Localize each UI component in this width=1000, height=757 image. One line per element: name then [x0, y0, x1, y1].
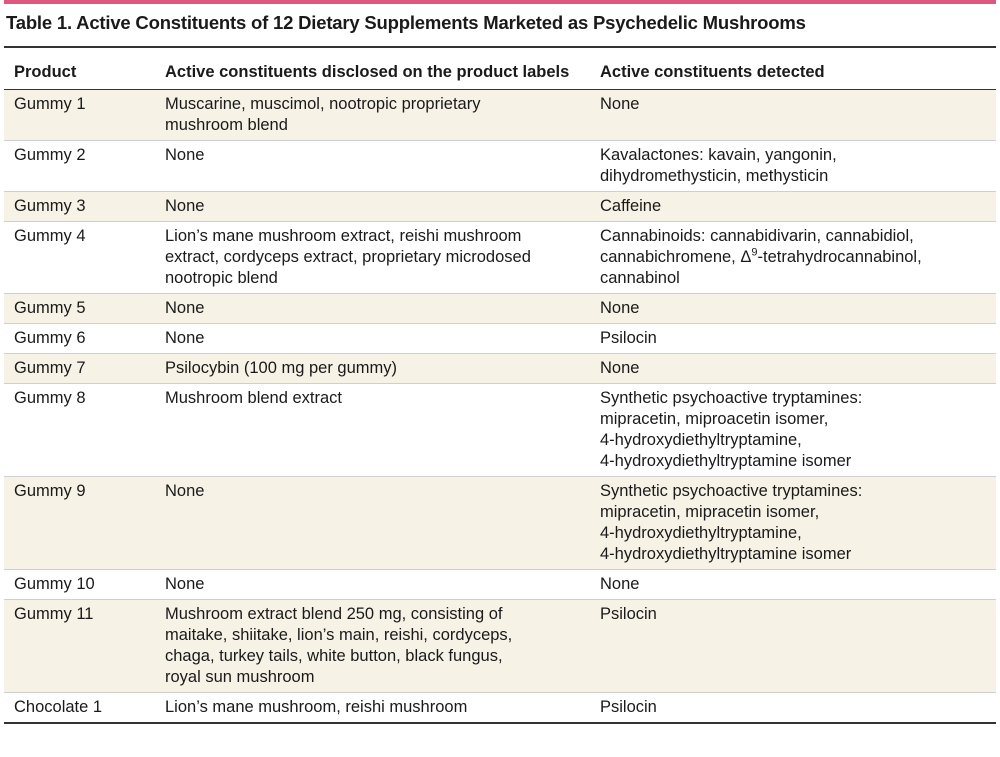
- table-row: [4, 192, 996, 222]
- cell-line: Cannabinoids: cannabidivarin, cannabidiol,: [600, 227, 914, 245]
- cell-line: mipracetin, miproacetin isomer,: [600, 410, 829, 428]
- cell-line: mushroom blend: [165, 116, 288, 134]
- disclosed-cell: [155, 693, 590, 724]
- cell-line: 4-hydroxydiethyltryptamine,: [600, 431, 802, 449]
- cell-line: Mushroom blend extract: [165, 389, 342, 407]
- cell-line: nootropic blend: [165, 269, 278, 287]
- table-title: Table 1. Active Constituents of 12 Dietary Supplements Marketed as Psychedelic Mushrooms: [6, 12, 806, 33]
- cell-line: None: [165, 329, 205, 347]
- column-header-product: Product: [14, 63, 77, 81]
- disclosed-cell: [155, 222, 590, 294]
- table-row: [4, 477, 996, 570]
- cell-line: mipracetin, mipracetin isomer,: [600, 503, 820, 521]
- disclosed-cell: [155, 192, 590, 222]
- cell-line: [600, 247, 986, 268]
- cell-line: Psilocin: [600, 329, 657, 347]
- table-row: [4, 222, 996, 294]
- detected-cell: [590, 384, 996, 477]
- cell-line: Caffeine: [600, 197, 662, 215]
- detected-cell: [590, 600, 996, 693]
- header-row: [4, 47, 996, 90]
- cell-line: Lion’s mane mushroom, reishi mushroom: [165, 698, 468, 716]
- cell-line: Muscarine, muscimol, nootropic proprietary: [165, 95, 481, 113]
- cell-line: None: [165, 299, 205, 317]
- table-row: [4, 570, 996, 600]
- disclosed-cell: [155, 294, 590, 324]
- product-cell: Gummy 8: [14, 389, 86, 407]
- table-body: [4, 90, 996, 724]
- table-header: [4, 47, 996, 90]
- table-row: [4, 141, 996, 192]
- cell-line: None: [165, 197, 205, 215]
- cell-text: -tetrahydrocannabinol,: [757, 248, 922, 266]
- cell-line: Synthetic psychoactive tryptamines:: [600, 389, 863, 407]
- cell-line: chaga, turkey tails, white button, black fungus,: [165, 647, 503, 665]
- cell-line: Psilocin: [600, 698, 657, 716]
- column-header-detected: Active constituents detected: [600, 63, 825, 81]
- product-cell: Gummy 1: [14, 95, 86, 113]
- table-row: [4, 354, 996, 384]
- disclosed-cell: [155, 384, 590, 477]
- cell-line: Lion’s mane mushroom extract, reishi mushroom: [165, 227, 522, 245]
- cell-line: 4-hydroxydiethyltryptamine isomer: [600, 452, 852, 470]
- disclosed-cell: [155, 600, 590, 693]
- cell-line: 4-hydroxydiethyltryptamine,: [600, 524, 802, 542]
- table-container: [4, 46, 996, 724]
- product-cell: Gummy 9: [14, 482, 86, 500]
- detected-cell: [590, 141, 996, 192]
- product-cell: Gummy 10: [14, 575, 95, 593]
- cell-line: None: [600, 95, 640, 113]
- detected-cell: [590, 90, 996, 141]
- cell-line: 4-hydroxydiethyltryptamine isomer: [600, 545, 852, 563]
- cell-line: None: [600, 299, 640, 317]
- disclosed-cell: [155, 141, 590, 192]
- cell-line: extract, cordyceps extract, proprietary microdosed: [165, 248, 531, 266]
- cell-line: None: [600, 359, 640, 377]
- accent-top-rule: [4, 0, 996, 4]
- disclosed-cell: [155, 90, 590, 141]
- cell-line: royal sun mushroom: [165, 668, 315, 686]
- table-row: [4, 600, 996, 693]
- disclosed-cell: [155, 477, 590, 570]
- detected-cell: [590, 222, 996, 294]
- product-cell: Gummy 4: [14, 227, 86, 245]
- product-cell: Gummy 2: [14, 146, 86, 164]
- table-row: [4, 294, 996, 324]
- detected-cell: [590, 570, 996, 600]
- cell-line: None: [600, 575, 640, 593]
- cell-line: None: [165, 146, 205, 164]
- table-row: [4, 693, 996, 724]
- product-cell: Chocolate 1: [14, 698, 103, 716]
- cell-text: cannabichromene, Δ: [600, 248, 752, 266]
- cell-line: Synthetic psychoactive tryptamines:: [600, 482, 863, 500]
- detected-cell: [590, 192, 996, 222]
- detected-cell: [590, 693, 996, 724]
- supplements-table: [4, 46, 996, 724]
- column-header-disclosed: Active constituents disclosed on the product labels: [165, 63, 570, 81]
- table-row: [4, 324, 996, 354]
- table-row: [4, 90, 996, 141]
- cell-line: cannabinol: [600, 269, 680, 287]
- cell-line: Psilocin: [600, 605, 657, 623]
- cell-line: dihydromethysticin, methysticin: [600, 167, 829, 185]
- detected-cell: [590, 354, 996, 384]
- detected-cell: [590, 324, 996, 354]
- cell-line: Psilocybin (100 mg per gummy): [165, 359, 397, 377]
- cell-line: Mushroom extract blend 250 mg, consisting of: [165, 605, 503, 623]
- product-cell: Gummy 7: [14, 359, 86, 377]
- superscript: 9: [751, 246, 758, 259]
- disclosed-cell: [155, 570, 590, 600]
- cell-line: maitake, shiitake, lion’s main, reishi, cordyceps,: [165, 626, 513, 644]
- product-cell: Gummy 3: [14, 197, 86, 215]
- product-cell: Gummy 5: [14, 299, 86, 317]
- disclosed-cell: [155, 324, 590, 354]
- product-cell: Gummy 6: [14, 329, 86, 347]
- table-row: [4, 384, 996, 477]
- detected-cell: [590, 477, 996, 570]
- detected-cell: [590, 294, 996, 324]
- cell-line: None: [165, 482, 205, 500]
- product-cell: Gummy 11: [14, 605, 94, 623]
- cell-line: None: [165, 575, 205, 593]
- cell-line: Kavalactones: kavain, yangonin,: [600, 146, 837, 164]
- disclosed-cell: [155, 354, 590, 384]
